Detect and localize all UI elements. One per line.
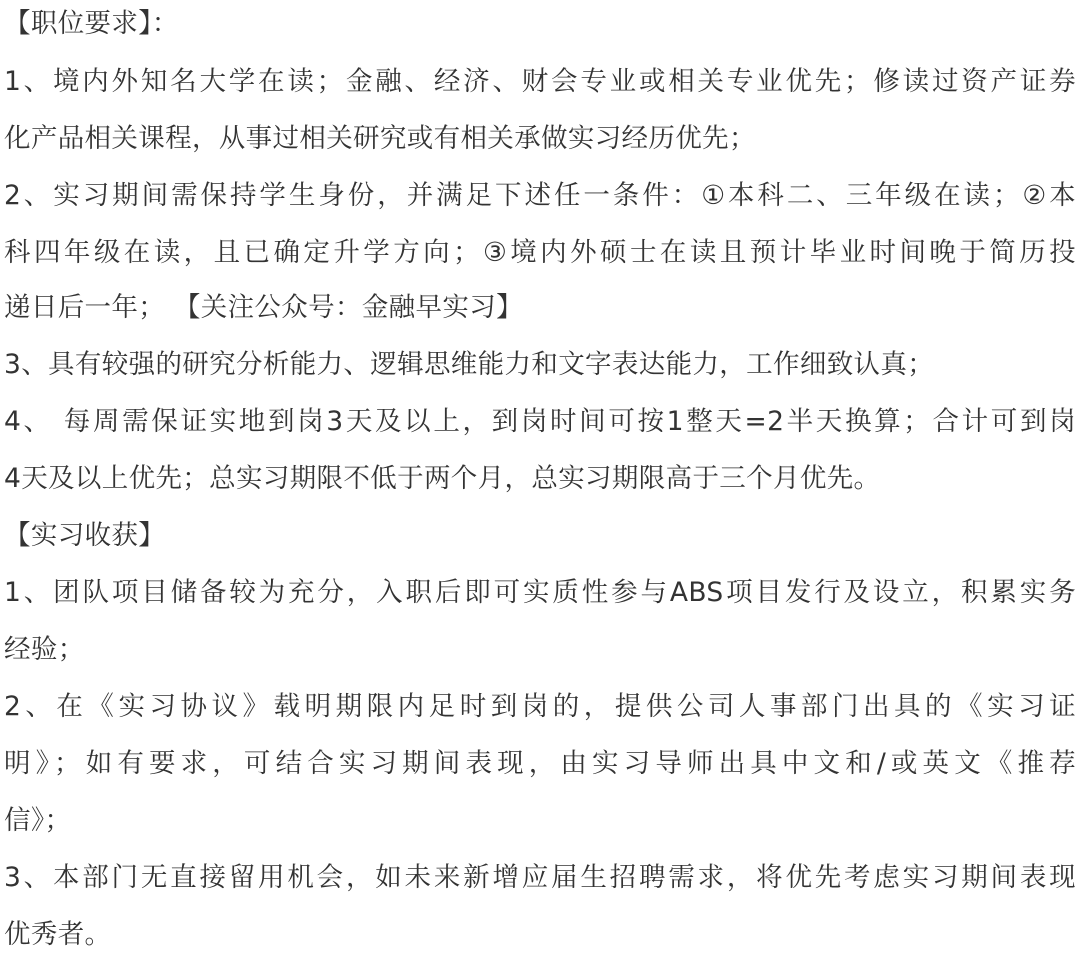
requirement-line: 科四年级在读，且已确定升学方向；③境内外硕士在读且预计毕业时间晚于简历投 xyxy=(4,237,1076,268)
gain-line: 3、本部门无直接留用机会，如未来新增应届生招聘需求，将优先考虑实习期间表现 xyxy=(4,862,1076,893)
requirement-line: 2、实习期间需保持学生身份，并满足下述任一条件：①本科二、三年级在读；②本 xyxy=(4,180,1076,211)
requirements-heading: 【职位要求】： xyxy=(4,8,179,39)
gain-line: 2、在《实习协议》载明期限内足时到岗的，提供公司人事部门出具的《实习证 xyxy=(4,691,1076,722)
requirement-line: 4、 每周需保证实地到岗3天及以上，到岗时间可按1整天=2半天换算；合计可到岗 xyxy=(4,406,1076,437)
gain-line: 经验； xyxy=(4,634,85,665)
requirement-line: 递日后一年； 【关注公众号：金融早实习】 xyxy=(4,292,523,323)
gain-line: 信》； xyxy=(4,805,72,836)
requirement-line: 4天及以上优先；总实习期限不低于两个月，总实习期限高于三个月优先。 xyxy=(4,463,881,494)
requirement-line: 化产品相关课程，从事过相关研究或有相关承做实习经历优先； xyxy=(4,123,756,154)
requirement-line: 1、境内外知名大学在读；金融、经济、财会专业或相关专业优先；修读过资产证券 xyxy=(4,66,1076,97)
requirement-line: 3、具有较强的研究分析能力、逻辑思维能力和文字表达能力，工作细致认真； xyxy=(4,349,935,380)
gains-heading: 【实习收获】 xyxy=(4,520,166,551)
gain-line: 1、团队项目储备较为充分，入职后即可实质性参与ABS项目发行及设立，积累实务 xyxy=(4,577,1076,608)
gain-line: 明》；如有要求，可结合实习期间表现，由实习导师出具中文和/或英文《推荐 xyxy=(4,748,1076,779)
gain-line: 优秀者。 xyxy=(4,919,112,950)
